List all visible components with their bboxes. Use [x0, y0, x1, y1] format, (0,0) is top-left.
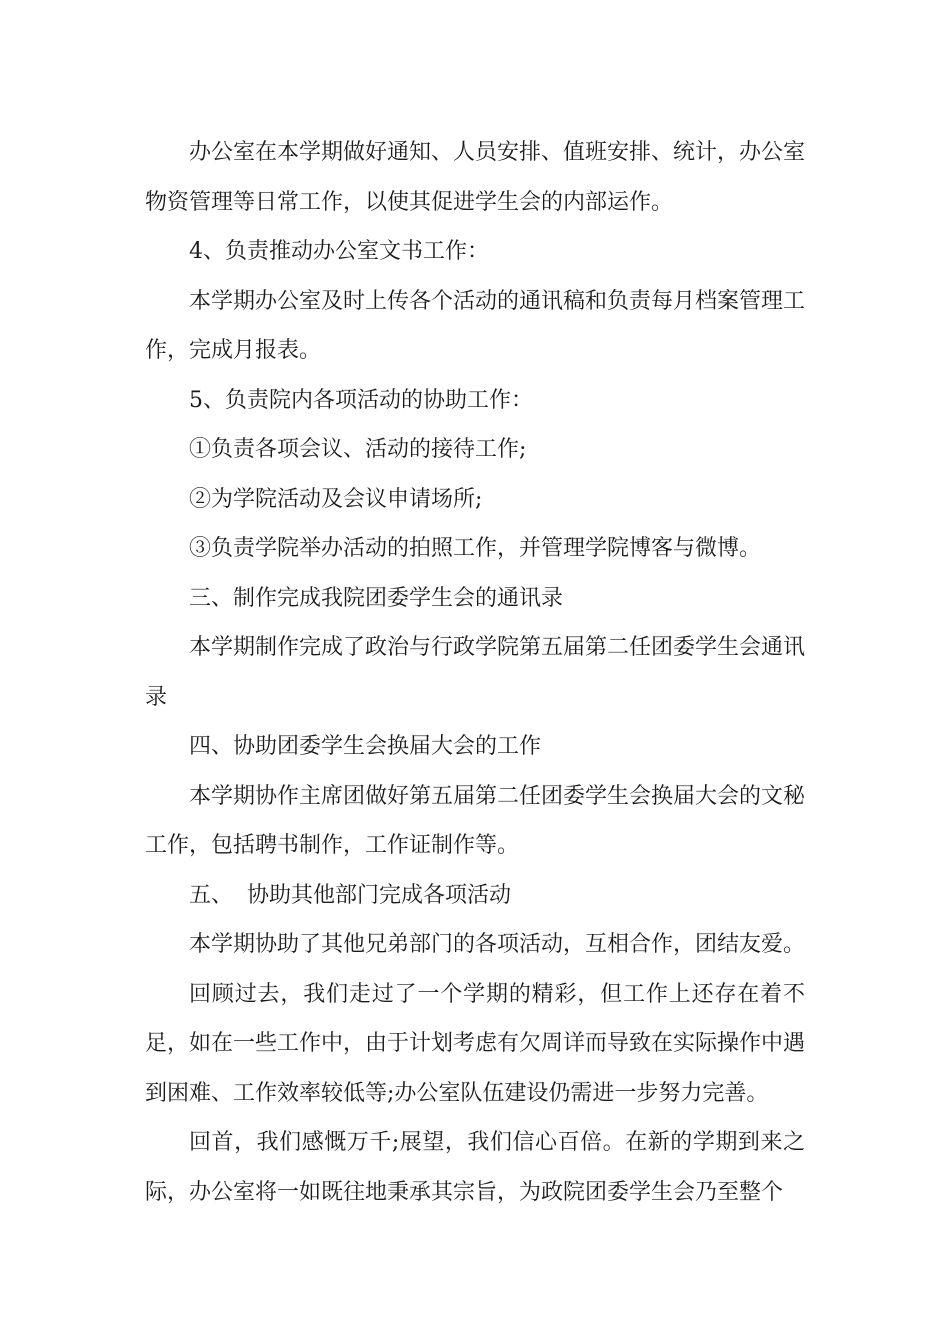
- paragraph-office-daily-work: 办公室在本学期做好通知、人员安排、值班安排、统计，办公室物资管理等日常工作，以使其促进学生会的内部运作。: [145, 140, 806, 215]
- list-item-2: ②为学院活动及会议申请场所;: [189, 486, 483, 512]
- heading-section-3: 三、制作完成我院团委学生会的通讯录: [189, 585, 564, 611]
- heading-section-4: 四、协助团委学生会换届大会的工作: [189, 734, 542, 759]
- paragraph-item-4: 本学期办公室及时上传各个活动的通讯稿和负责每月档案管理工作，完成月报表。: [145, 288, 806, 363]
- document-body: [145, 128, 805, 1217]
- heading-item-5: 5、负责院内各项活动的协助工作：: [189, 387, 533, 413]
- list-item-1: ①负责各项会议、活动的接待工作;: [189, 437, 527, 462]
- paragraph-outlook: 回首，我们感慨万千;展望，我们信心百倍。在新的学期到来之际，办公室将一如既往地秉承其宗旨，为政院团委学生会乃至整个: [145, 1130, 805, 1205]
- paragraph-section-3: 本学期制作完成了政治与行政学院第五届第二任团委学生会通讯录: [145, 635, 806, 710]
- heading-item-4: 4、负责推动办公室文书工作：: [189, 239, 489, 264]
- heading-section-5: 五、 协助其他部门完成各项活动: [189, 882, 511, 908]
- list-item-3: ③负责学院举办活动的拍照工作，并管理学院博客与微博。: [189, 536, 762, 561]
- paragraph-section-4: 本学期协作主席团做好第五届第二任团委学生会换届大会的文秘工作，包括聘书制作，工作证制作等。: [145, 783, 806, 858]
- paragraph-section-5: 本学期协助了其他兄弟部门的各项活动，互相合作，团结友爱。: [189, 932, 806, 957]
- paragraph-review: 回顾过去，我们走过了一个学期的精彩，但工作上还存在着不足，如在一些工作中，由于计划考虑有欠周详而导致在实际操作中遇到困难、工作效率较低等;办公室队伍建设仍需进一步努力完善。: [145, 981, 806, 1106]
